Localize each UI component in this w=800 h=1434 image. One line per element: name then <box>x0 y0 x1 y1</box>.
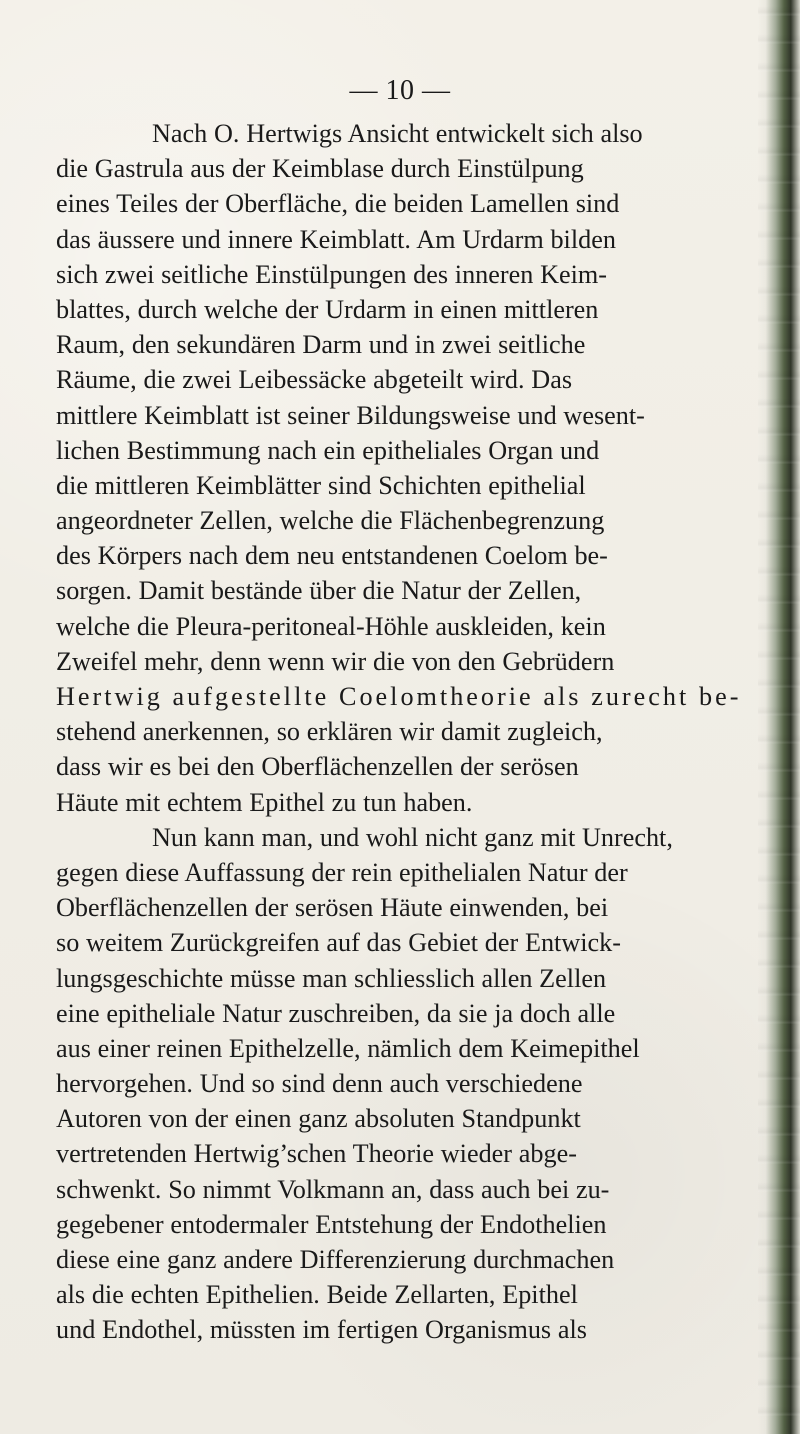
text-line: blattes, durch welche der Urdarm in einen mittleren <box>56 294 599 324</box>
text-line: Hertwig aufgestellte Coelomtheorie als zurecht be- <box>56 682 742 711</box>
text-line: Häute mit echtem Epithel zu tun haben. <box>56 787 473 817</box>
text-line: vertretenden Hertwig’schen Theorie wieder abge- <box>56 1139 577 1169</box>
text-line: welche die Pleura-peritoneal-Höhle auskleiden, kein <box>56 611 606 641</box>
text-line: eine epitheliale Natur zuschreiben, da sie ja doch alle <box>56 998 616 1028</box>
text-line: Räume, die zwei Leibessäcke abgeteilt wird. Das <box>56 365 573 395</box>
text-line: Nach O. Hertwigs Ansicht entwickelt sich also <box>152 119 643 148</box>
page-number: — 10 — <box>349 75 451 106</box>
text-line: lungsgeschichte müsse man schliesslich allen Zellen <box>56 963 607 993</box>
text-line: Raum, den sekundären Darm und in zwei seitliche <box>56 330 586 360</box>
text-line: schwenkt. So nimmt Volkmann an, dass auch bei zu- <box>56 1174 610 1204</box>
text-line: und Endothel, müssten im fertigen Organismus als <box>56 1315 587 1345</box>
text-line: aus einer reinen Epithelzelle, nämlich dem Keimepithel <box>56 1033 640 1063</box>
text-line: als die echten Epithelien. Beide Zellarten, Epithel <box>56 1280 578 1310</box>
text-line: diese eine ganz andere Differenzierung durchmachen <box>56 1245 615 1274</box>
text-line: hervorgehen. Und so sind denn auch verschiedene <box>56 1069 583 1099</box>
text-line: Autoren von der einen ganz absoluten Standpunkt <box>56 1104 581 1134</box>
text-line: Oberflächenzellen der serösen Häute einwenden, bei <box>56 893 609 923</box>
text-line: so weitem Zurückgreifen auf das Gebiet der Entwick- <box>56 928 621 958</box>
text-line: Nun kann man, und wohl nicht ganz mit Unrecht, <box>152 822 673 852</box>
text-line: gegebener entodermaler Entstehung der Endothelien <box>56 1209 607 1239</box>
text-line: gegen diese Auffassung der rein epithelialen Natur der <box>56 857 628 887</box>
text-line: sorgen. Damit bestände über die Natur der Zellen, <box>56 576 582 606</box>
body-text <box>56 116 762 1348</box>
text-line: angeordneter Zellen, welche die Flächenbegrenzung <box>56 506 605 536</box>
text-line: die Gastrula aus der Keimblase durch Einstülpung <box>56 154 584 184</box>
text-line: eines Teiles der Oberfläche, die beiden Lamellen sind <box>56 189 620 219</box>
text-line: mittlere Keimblatt ist seiner Bildungsweise und wesent- <box>56 400 645 430</box>
text-line: die mittleren Keimblätter sind Schichten epithelial <box>56 470 586 500</box>
text-line: das äussere und innere Keimblatt. Am Urdarm bilden <box>56 224 616 254</box>
text-line: dass wir es bei den Oberflächenzellen der serösen <box>56 752 579 782</box>
scanned-page-edge <box>758 0 800 1434</box>
text-line: stehend anerkennen, so erklären wir damit zugleich, <box>56 717 603 747</box>
text-line: Zweifel mehr, denn wenn wir die von den Gebrüdern <box>56 646 615 676</box>
text-line: sich zwei seitliche Einstülpungen des inneren Keim- <box>56 259 607 289</box>
text-line: des Körpers nach dem neu entstandenen Coelom be- <box>56 541 608 571</box>
text-line: lichen Bestimmung nach ein epitheliales Organ und <box>56 435 600 465</box>
